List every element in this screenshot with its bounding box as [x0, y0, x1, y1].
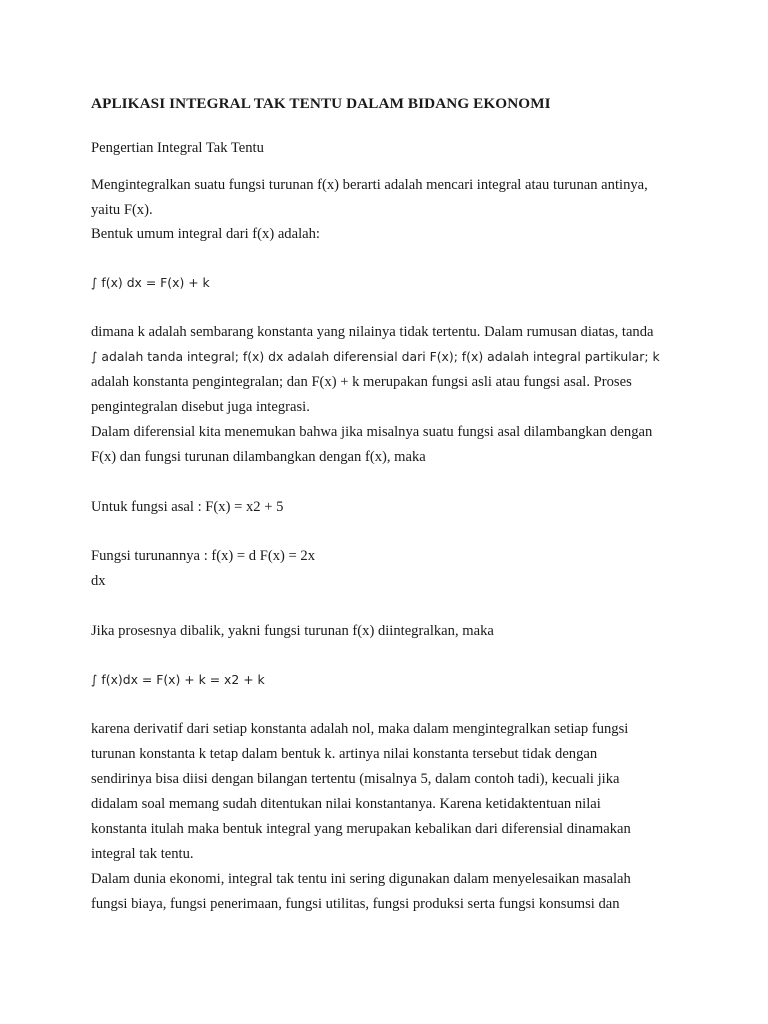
derivative-function-line: Fungsi turunannya : f(x) = d F(x) = 2x: [91, 548, 315, 564]
paragraph-line-sans: ∫ adalah tanda integral; f(x) dx adalah diferensial dari F(x); f(x) adalah integral partikular; k: [91, 349, 660, 364]
paragraph-line: didalam soal memang sudah ditentukan nilai konstantanya. Karena ketidaktentuan nilai: [91, 796, 601, 812]
integral-formula-2: ∫ f(x)dx = F(x) + k = x2 + k: [91, 672, 265, 687]
paragraph-line: Dalam dunia ekonomi, integral tak tentu ini sering digunakan dalam menyelesaikan masalah: [91, 871, 631, 887]
paragraph-line: yaitu F(x).: [91, 202, 153, 218]
paragraph-line: pengintegralan disebut juga integrasi.: [91, 399, 310, 415]
paragraph-line: dimana k adalah sembarang konstanta yang nilainya tidak tertentu. Dalam rumusan diatas, tanda: [91, 324, 654, 340]
paragraph-line: Jika prosesnya dibalik, yakni fungsi turunan f(x) diintegralkan, maka: [91, 623, 494, 639]
integral-formula: ∫ f(x) dx = F(x) + k: [91, 275, 210, 290]
original-function-line: Untuk fungsi asal : F(x) = x2 + 5: [91, 499, 284, 515]
paragraph-line: sendirinya bisa diisi dengan bilangan tertentu (misalnya 5, dalam contoh tadi), kecuali jika: [91, 771, 620, 787]
paragraph-line: Bentuk umum integral dari f(x) adalah:: [91, 226, 320, 242]
paragraph-line: Dalam diferensial kita menemukan bahwa jika misalnya suatu fungsi asal dilambangkan dengan: [91, 424, 653, 440]
document-title: APLIKASI INTEGRAL TAK TENTU DALAM BIDANG EKONOMI: [91, 95, 551, 112]
paragraph-line: Mengintegralkan suatu fungsi turunan f(x) berarti adalah mencari integral atau turunan antinya,: [91, 177, 648, 193]
paragraph-line: fungsi biaya, fungsi penerimaan, fungsi utilitas, fungsi produksi serta fungsi konsumsi dan: [91, 896, 620, 912]
derivative-dx-line: dx: [91, 573, 106, 589]
paragraph-line: turunan konstanta k tetap dalam bentuk k. artinya nilai konstanta tersebut tidak dengan: [91, 746, 598, 762]
paragraph-line: karena derivatif dari setiap konstanta adalah nol, maka dalam mengintegralkan setiap fungsi: [91, 721, 629, 737]
paragraph-line: integral tak tentu.: [91, 846, 194, 862]
paragraph-line: adalah konstanta pengintegralan; dan F(x) + k merupakan fungsi asli atau fungsi asal. Proses: [91, 374, 632, 390]
paragraph-line: F(x) dan fungsi turunan dilambangkan dengan f(x), maka: [91, 449, 426, 465]
paragraph-line: konstanta itulah maka bentuk integral yang merupakan kebalikan dari diferensial dinamakan: [91, 821, 631, 837]
section-heading: Pengertian Integral Tak Tentu: [91, 140, 264, 156]
